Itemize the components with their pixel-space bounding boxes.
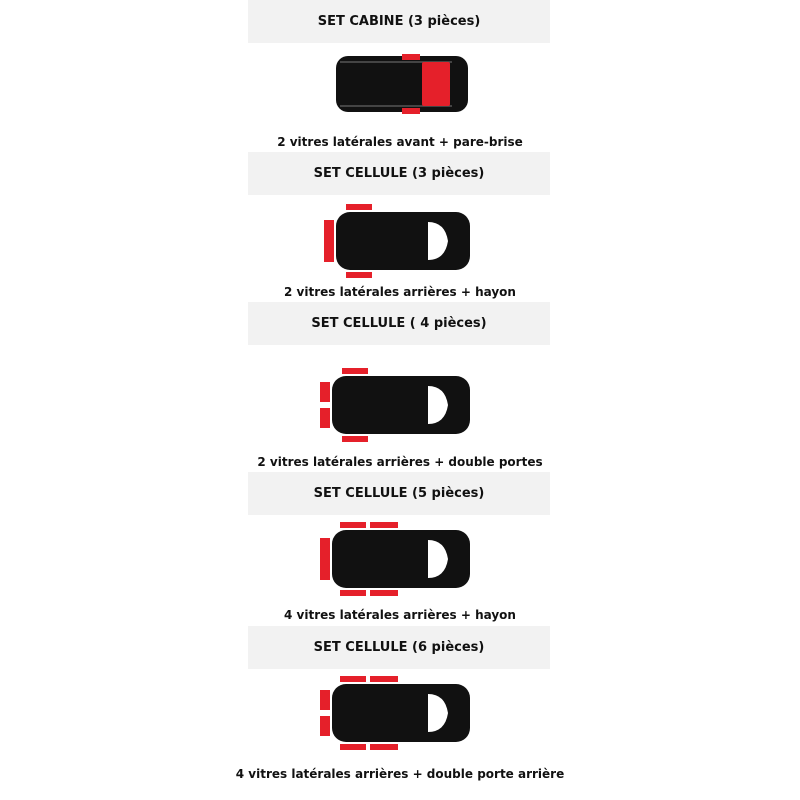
rear-left-window-2-glass <box>370 522 398 528</box>
rear-left-window-glass <box>342 368 368 374</box>
van-diagram-cellule-6 <box>316 674 474 752</box>
van-body <box>332 530 470 588</box>
rear-right-window-2-glass <box>370 744 398 750</box>
rear-door-right-glass <box>320 408 330 428</box>
rear-door-right-glass <box>320 716 330 736</box>
tailgate-glass <box>324 220 334 262</box>
rear-right-window-2-glass <box>370 590 398 596</box>
van-diagram-cellule-3 <box>320 202 475 280</box>
rear-right-window-glass <box>346 272 372 278</box>
set-caption: 4 vitres latérales arrières + hayon <box>284 608 516 622</box>
set-title: SET CELLULE (5 pièces) <box>248 472 550 515</box>
set-title: SET CELLULE (6 pièces) <box>248 626 550 669</box>
rear-door-left-glass <box>320 690 330 710</box>
rear-right-window-1-glass <box>340 590 366 596</box>
set-caption: 2 vitres latérales arrières + double portes <box>257 455 543 469</box>
van-body <box>336 212 470 270</box>
set-title: SET CELLULE ( 4 pièces) <box>248 302 550 345</box>
rear-left-window-glass <box>346 204 372 210</box>
rear-right-window-glass <box>342 436 368 442</box>
van-body <box>332 684 470 742</box>
set-title: SET CABINE (3 pièces) <box>248 0 550 43</box>
van-diagram-cellule-4 <box>316 366 474 444</box>
front-left-window-glass <box>402 54 420 60</box>
set-title: SET CELLULE (3 pièces) <box>248 152 550 195</box>
set-caption: 4 vitres latérales arrières + double porte arrière <box>235 767 565 781</box>
rear-left-window-2-glass <box>370 676 398 682</box>
rear-right-window-1-glass <box>340 744 366 750</box>
van-diagram-cabine <box>332 52 472 116</box>
van-body <box>332 376 470 434</box>
windshield-glass <box>422 62 450 106</box>
van-diagram-cellule-5 <box>316 520 474 598</box>
tailgate-glass <box>320 538 330 580</box>
rear-left-window-1-glass <box>340 676 366 682</box>
set-caption: 2 vitres latérales arrières + hayon <box>284 285 516 299</box>
front-right-window-glass <box>402 108 420 114</box>
set-caption: 2 vitres latérales avant + pare-brise <box>277 135 523 149</box>
rear-door-left-glass <box>320 382 330 402</box>
rear-left-window-1-glass <box>340 522 366 528</box>
